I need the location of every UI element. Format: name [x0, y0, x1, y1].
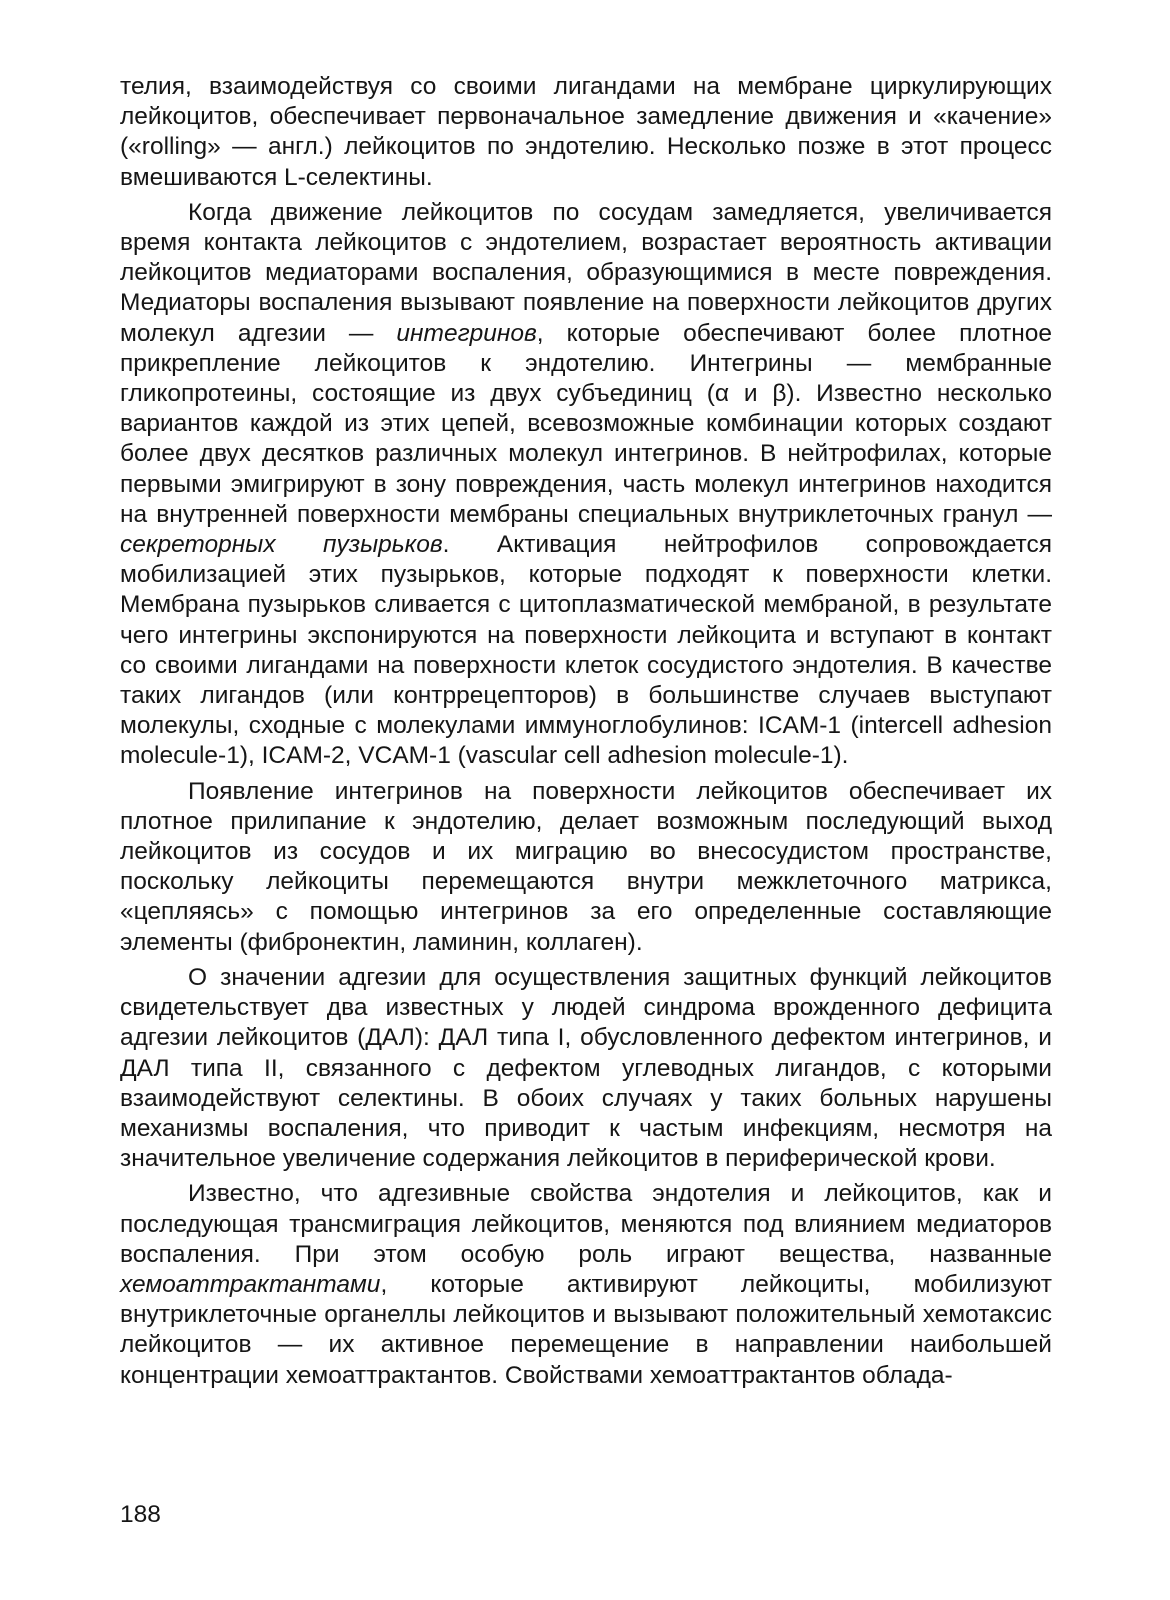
text-run: . Активация нейтрофилов сопровождается мобилизацией этих пузырьков, которые подходят к поверхности клетки. Мембрана пузырьков сливается с цитоплазматической мембраной, в результате чего интегрины экспонируются на поверхности лейкоцита и вступают в контакт со своими лигандами на поверхности клеток сосудистого эндотелия. В качестве таких лигандов (или контррецепторов) в большинстве случаев выступают молекулы, сходные с молекулами иммуноглобулинов: ICAM-1 (intercell adhesion molecule-1), ICAM-2, VCAM-1 (vascular cell adhesion molecule-1). [120, 531, 1052, 770]
emphasized-term: секреторных пузырьков [120, 531, 443, 559]
text-run: Известно, что адгезивные свойства эндотелия и лейкоцитов, как и последующая трансмиграция лейкоцитов, меняются под влиянием медиаторов воспаления. При этом особую роль играют вещества, названные [120, 1180, 1052, 1268]
emphasized-term: интегринов [396, 319, 537, 347]
paragraph-4 [120, 963, 1052, 1174]
text-run: , которые обеспечивают более плотное прикрепление лейкоцитов к эндотелию. Интегрины — мембранные гликопротеины, состоящие из двух субъединиц (α и β). Известно несколько вариантов каждой из этих цепей, всевозможные комбинации которых создают более двух десятков различных молекул интегринов. В нейтрофилах, которые первыми эмигрируют в зону повреждения, часть молекул интегринов находится на внутренней поверхности мембраны специальных внутриклеточных гранул — [120, 319, 1052, 528]
text-run: Когда движение лейкоцитов по сосудам замедляется, увеличивается время контакта лейкоцитов с эндотелием, возрастает вероятность активации лейкоцитов медиаторами воспаления, образующимися в месте повреждения. Медиаторы воспаления вызывают появление на поверхности лейкоцитов других молекул адгезии — [120, 198, 1052, 347]
paragraph-2 [120, 198, 1052, 772]
page-number: 188 [120, 1501, 161, 1528]
paragraph-1 [120, 72, 1052, 193]
text-run: , которые активируют лейкоциты, мобилизуют внутриклеточные органеллы лейкоцитов и вызывают положительный хемотаксис лейкоцитов — их активное перемещение в направлении наибольшей концентрации хемоаттрактантов. Свойствами хемоаттрактантов облада- [120, 1270, 1052, 1389]
text-run: Появление интегринов на поверхности лейкоцитов обеспечивает их плотное прилипание к эндотелию, делает возможным последующий выход лейкоцитов из сосудов и их миграцию во внесосудистом пространстве, поскольку лейкоциты перемещаются внутри межклеточного матрикса, «цепляясь» с помощью интегринов за его определенные составляющие элементы (фибронектин, ламинин, коллаген). [120, 777, 1052, 956]
text-run: О значении адгезии для осуществления защитных функций лейкоцитов свидетельствует два известных у людей синдрома врожденного дефицита адгезии лейкоцитов (ДАЛ): ДАЛ типа I, обусловленного дефектом интегринов, и ДАЛ типа II, связанного с дефектом углеводных лигандов, с которыми взаимодействуют селектины. В обоих случаях у таких больных нарушены механизмы воспаления, что приводит к частым инфекциям, несмотря на значительное увеличение содержания лейкоцитов в периферической крови. [120, 963, 1052, 1173]
page-body [120, 72, 1052, 1391]
paragraph-5 [120, 1179, 1052, 1390]
emphasized-term: хемоаттрактантами [120, 1270, 381, 1298]
paragraph-3 [120, 777, 1052, 958]
text-run: телия, взаимодействуя со своими лигандами на мембране циркулирующих лейкоцитов, обеспечивает первоначальное замедление движения и «качение» («rolling» — англ.) лейкоцитов по эндотелию. Несколько позже в этот процесс вмешиваются L-селектины. [120, 73, 1052, 191]
